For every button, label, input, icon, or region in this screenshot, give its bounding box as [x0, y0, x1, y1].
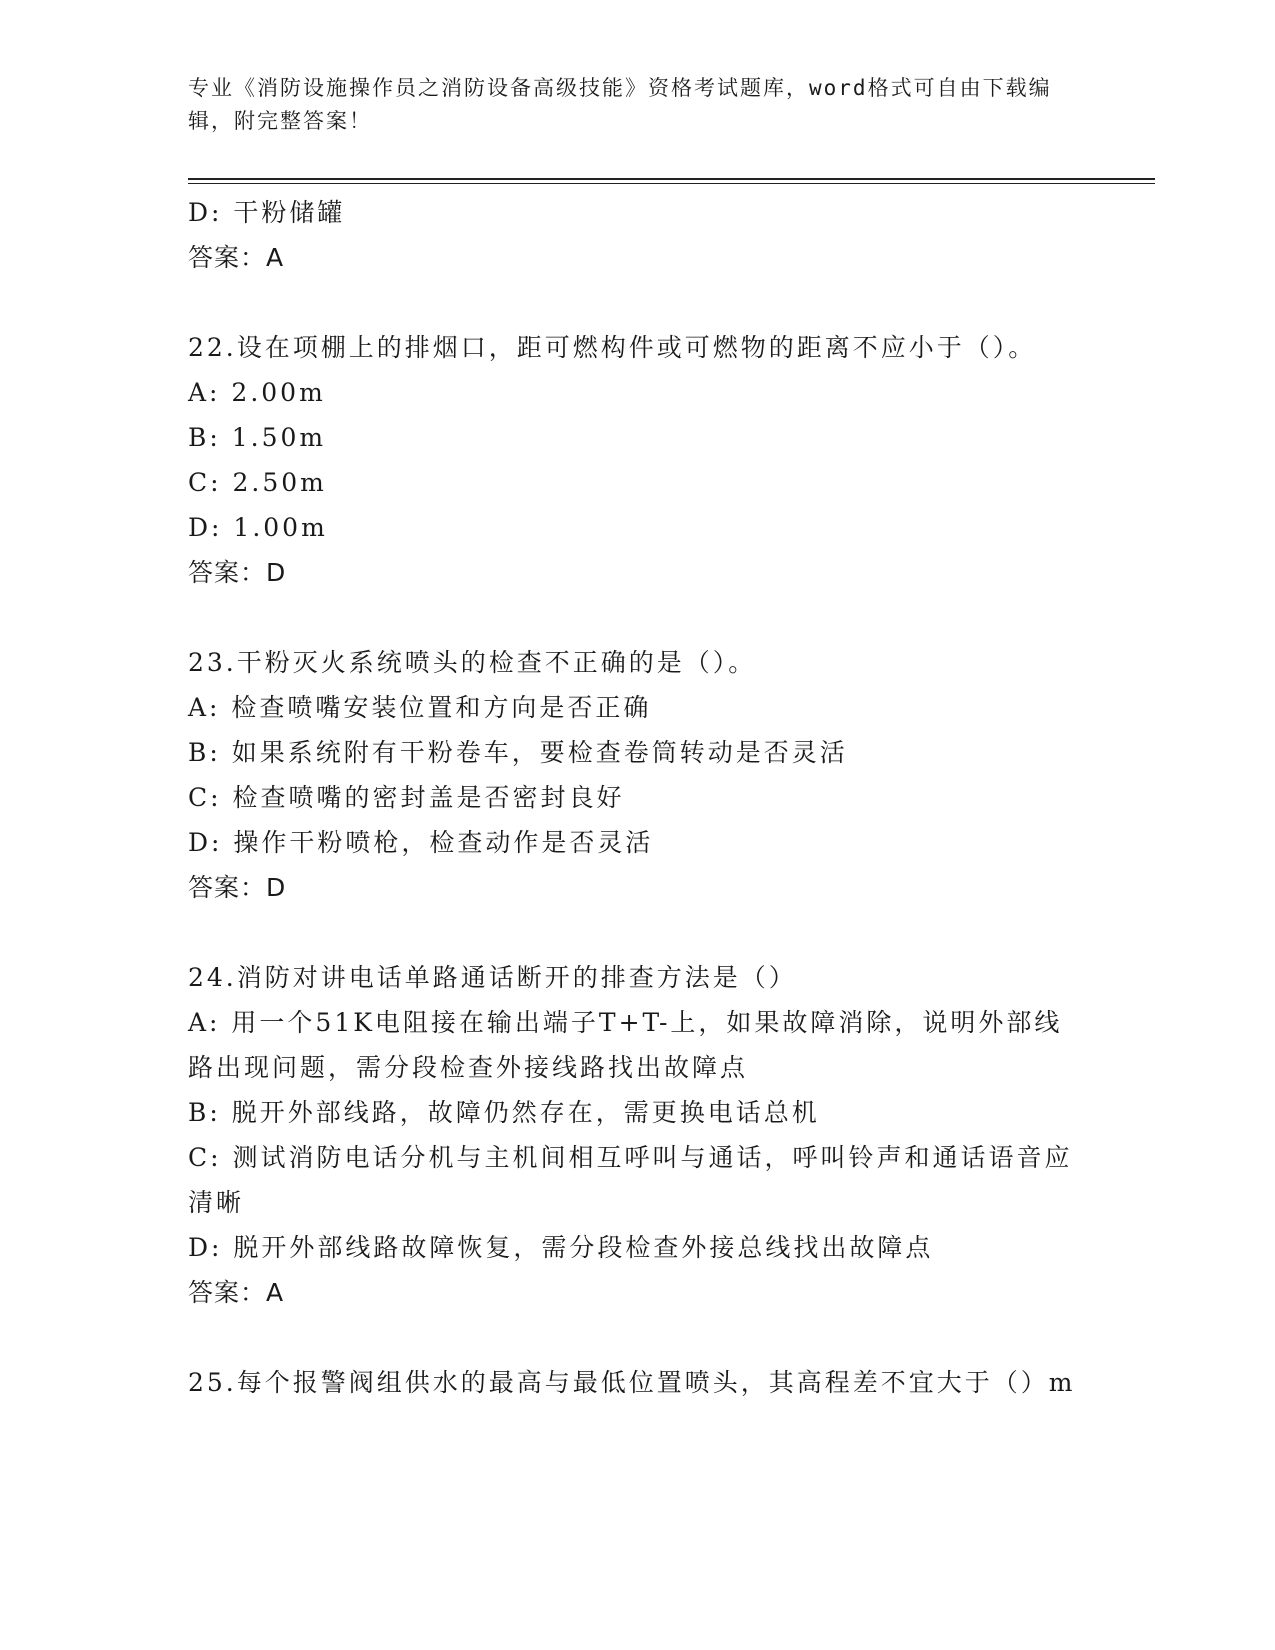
spacer — [188, 595, 1088, 640]
header-text: 专业《消防设施操作员之消防设备高级技能》资格考试题库，word格式可自由下载编辑，附完整答案！ — [188, 76, 1052, 133]
question-content — [188, 190, 1088, 1405]
answer-line: 答案：D — [188, 558, 287, 587]
question-23 — [188, 640, 1088, 910]
answer-line: 答案：A — [188, 1278, 285, 1307]
header-rule-thick — [188, 178, 1155, 180]
option-d: D: 脱开外部线路故障恢复，需分段检查外接总线找出故障点 — [188, 1233, 934, 1262]
option-a: A: 用一个51K电阻接在输出端子T+T-上，如果故障消除，说明外部线路出现问题，需分段检查外接线路找出故障点 — [188, 1008, 1063, 1082]
spacer — [188, 1315, 1088, 1360]
option-c: C: 测试消防电话分机与主机间相互呼叫与通话，呼叫铃声和通话语音应清晰 — [188, 1143, 1073, 1217]
question-25 — [188, 1360, 1088, 1405]
question-24 — [188, 955, 1088, 1315]
option-a: A: 2.00m — [188, 378, 326, 407]
option-d: D: 干粉储罐 — [188, 198, 346, 227]
option-d: D: 1.00m — [188, 513, 328, 542]
question-stem: 25.每个报警阀组供水的最高与最低位置喷头，其高程差不宜大于（）m — [188, 1368, 1076, 1397]
header-rule-thin — [188, 183, 1155, 184]
spacer — [188, 280, 1088, 325]
question-stem: 23.干粉灭火系统喷头的检查不正确的是（）。 — [188, 648, 757, 677]
answer-line: 答案：A — [188, 243, 285, 272]
spacer — [188, 910, 1088, 955]
answer-line: 答案：D — [188, 873, 287, 902]
question-22 — [188, 325, 1088, 595]
option-d: D: 操作干粉喷枪，检查动作是否灵活 — [188, 828, 654, 857]
question-21-tail — [188, 190, 1088, 280]
option-b: B: 脱开外部线路，故障仍然存在，需更换电话总机 — [188, 1098, 820, 1127]
document-header — [188, 72, 1088, 138]
question-stem: 22.设在项棚上的排烟口，距可燃构件或可燃物的距离不应小于（）。 — [188, 333, 1037, 362]
option-b: B: 如果系统附有干粉卷车，要检查卷筒转动是否灵活 — [188, 738, 848, 767]
option-b: B: 1.50m — [188, 423, 327, 452]
option-c: C: 检查喷嘴的密封盖是否密封良好 — [188, 783, 625, 812]
option-c: C: 2.50m — [188, 468, 327, 497]
question-stem: 24.消防对讲电话单路通话断开的排查方法是（） — [188, 963, 797, 992]
option-a: A: 检查喷嘴安装位置和方向是否正确 — [188, 693, 652, 722]
